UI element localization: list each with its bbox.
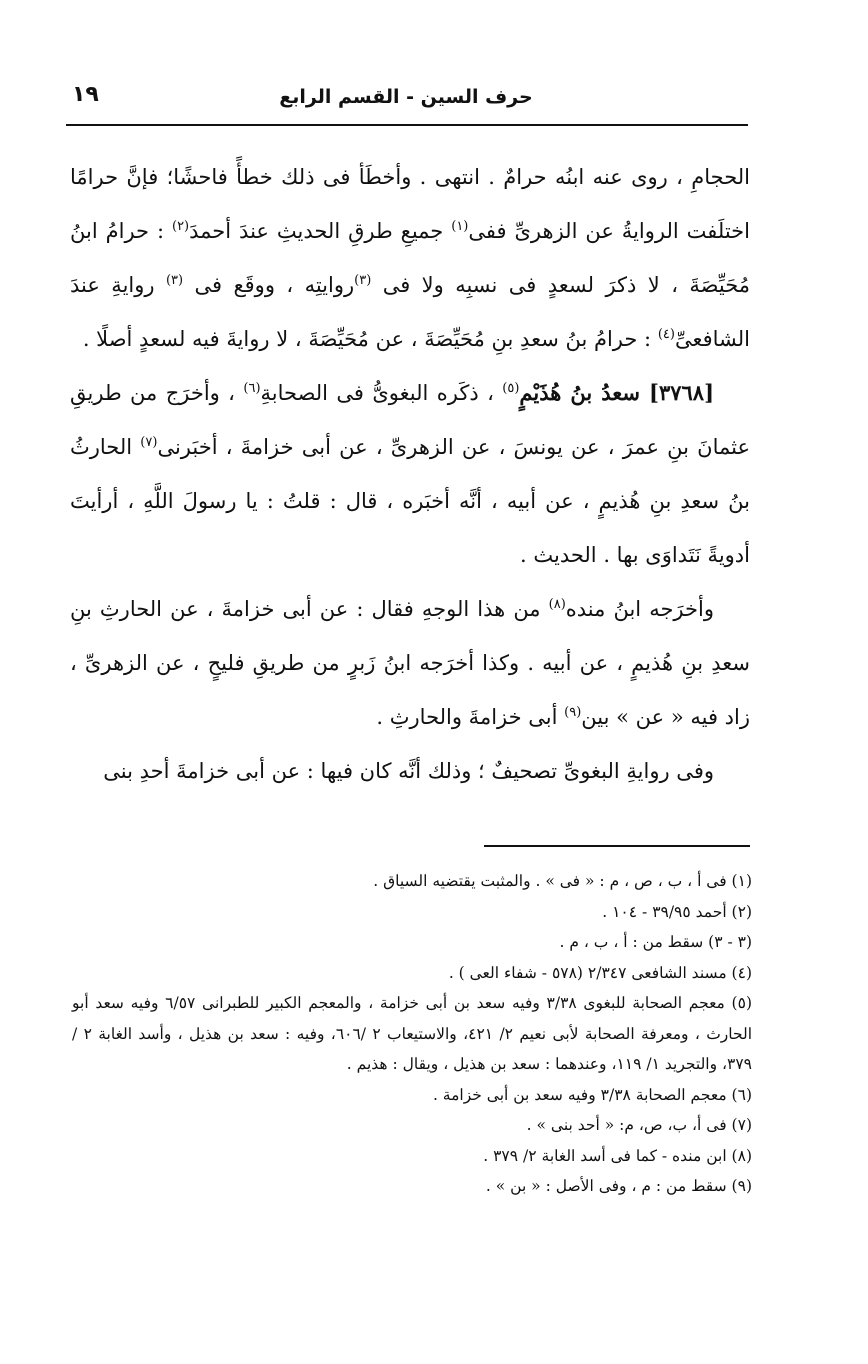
- footnote-5: (٥) معجم الصحابة للبغوى ٣/٣٨ وفيه سعد بن أبى خزامة ، والمعجم الكبير للطبرانى ٦/٥٧ وفيه سعد أبو الحارث ، ومعرفة الصحابة لأبى نعيم ٢/ ٤٢١، والاستيعاب ٢ /٦٠٦، وفيه : سعد بن هذيل ، وأسد الغابة ٢ / ٣٧٩، والتجريد ١/ ١١٩، وعندهما : سعد بن هذيل ، ويقال : هذيم .: [72, 994, 753, 1073]
- running-header: [62, 82, 750, 122]
- text-run: روايةِ عندَ الشافعىِّ: [70, 273, 750, 351]
- entry-heading: [٣٧٦٨] سعدُ بنُ هُذَيْمٍ: [519, 380, 715, 405]
- footnote-9: (٩) سقط من : م ، وفى الأصل : « بن » .: [485, 1177, 752, 1195]
- footnote-ref: (٢): [171, 219, 190, 234]
- text-run: الحارثُ بنُ سعدِ بنِ هُذيمٍ ، عن أبيه ، أنَّه أخبَره ، قال : قلتُ : يا رسولَ اللَّهِ ، أرأيتَ أدويةً نَتَداوَى بها . الحديث .: [70, 435, 750, 567]
- main-text: [70, 150, 750, 798]
- text-run: ، ذكَره البغوىُّ فى الصحابةِ: [260, 381, 503, 405]
- footnote-4: (٤) مسند الشافعى ٢/٣٤٧ (٥٧٨ - شفاء العى ) .: [448, 963, 752, 982]
- footnote-2: (٢) أحمد ٣٩/٩٥ - ١٠٤ .: [602, 902, 752, 921]
- footnote-1: (١) فى أ ، ب ، ص ، م : « فى » . والمثبت يقتضيه السياق .: [373, 872, 752, 890]
- chapter-title: حرف السين - القسم الرابع: [279, 86, 533, 108]
- header-divider: [66, 124, 748, 126]
- paragraph-4: [70, 744, 750, 798]
- text-run: جميعِ طرقِ الحديثِ عندَ أحمدَ: [189, 219, 452, 243]
- footnote-ref: (٣): [354, 273, 372, 288]
- footnote-7: (٧) فى أ، ب، ص، م: « أحد بنى » .: [526, 1116, 752, 1134]
- text-run: وأخرَجه ابنُ منده: [565, 597, 714, 621]
- footnote-ref: (٥): [502, 381, 520, 396]
- text-run: من هذا الوجهِ فقال : عن أبى خزامةَ ، عن الحارثِ بنِ سعدِ بنِ هُذيمٍ ، عن أبيه . وكذا أخرَجه ابنُ زَبرٍ من طريقِ فليحٍ ، عن الزهرىِّ ، زاد فيه « عن » بين: [70, 597, 750, 729]
- text-run: الحجامِ ، روى عنه ابنُه حرامٌ . انتهى . وأخطَأ فى ذلك خطأً فاحشًا؛ فإنَّ حرامًا اختلَفت الروايةُ عن الزهرىِّ ففى: [70, 165, 750, 243]
- text-run: : حرامُ ابنُ مُحَيِّصَةَ ، لا ذكرَ لسعدٍ فى نسبِه ولا فى: [70, 219, 750, 297]
- footnote-8: (٨) ابن منده - كما فى أسد الغابة ٢/ ٣٧٩ .: [483, 1146, 752, 1165]
- entry-3768: [70, 366, 750, 582]
- page-number: ١٩: [72, 82, 99, 107]
- text-run: وفى روايةِ البغوىِّ تصحيفٌ ؛ وذلك أنَّه كان فيها : عن أبى خزامةَ أحدِ بنى: [103, 759, 714, 783]
- text-run: : حرامُ بنُ سعدِ بنِ مُحَيِّصَةَ ، عن مُحَيِّصَةَ ، لا روايةَ فيه لسعدٍ أصلًا .: [82, 327, 658, 351]
- text-run: أبى خزامةَ والحارثِ .: [376, 705, 565, 729]
- footnote-6: (٦) معجم الصحابة ٣/٣٨ وفيه سعد بن أبى خزامة .: [432, 1085, 752, 1104]
- footnote-ref: (١): [451, 219, 469, 234]
- footnote-ref: (٦): [243, 381, 261, 396]
- footnote-ref: (٤): [657, 327, 675, 342]
- text-run: ، وأخرَج من طريقِ عثمانَ بنِ عمرَ ، عن يونسَ ، عن الزهرىِّ ، عن أبى خزامةَ ، أخبَرنى: [70, 381, 750, 459]
- footnote-ref: (٣): [165, 273, 184, 288]
- footnote-divider: [484, 845, 750, 847]
- footnote-3: (٣ - ٣) سقط من : أ ، ب ، م .: [559, 933, 752, 951]
- footnotes: [72, 866, 752, 1202]
- footnote-ref: (٨): [548, 597, 566, 612]
- paragraph-1: [70, 150, 750, 366]
- paragraph-3: [70, 582, 750, 744]
- footnote-ref: (٧): [140, 435, 158, 450]
- text-run: روايتِه ، ووقَع فى: [183, 273, 355, 297]
- footnote-ref: (٩): [564, 705, 582, 720]
